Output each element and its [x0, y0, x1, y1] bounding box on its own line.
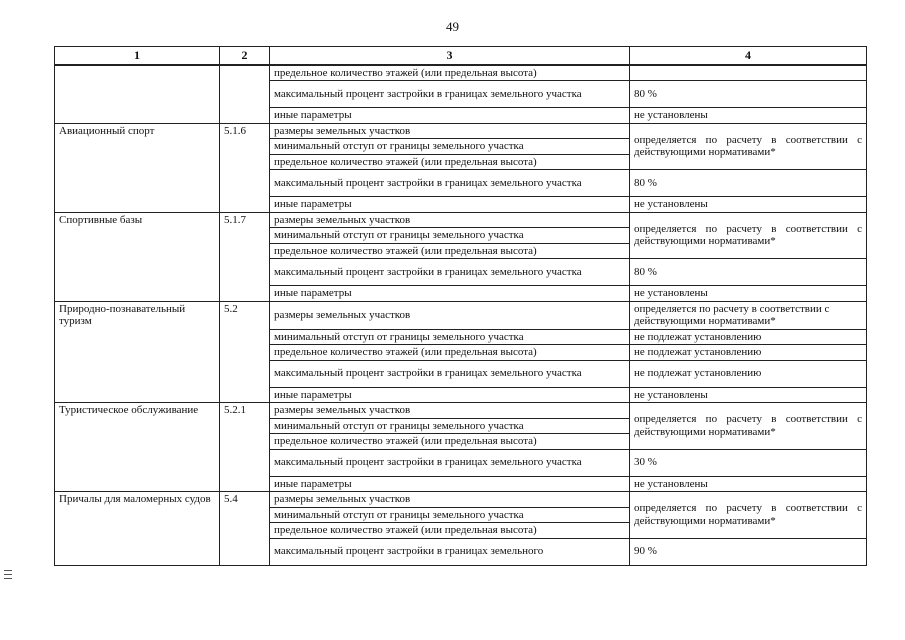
land-use-code: 5.2	[220, 301, 270, 403]
parameter-label: минимальный отступ от границы земельного участка	[270, 228, 630, 244]
parameter-label: предельное количество этажей (или предельная высота)	[270, 434, 630, 450]
parameter-label: максимальный процент застройки в границах земельного участка	[270, 81, 630, 108]
column-header-4: 4	[630, 47, 867, 65]
table-header	[55, 47, 867, 65]
parameter-label: минимальный отступ от границы земельного участка	[270, 329, 630, 345]
parameter-label: предельное количество этажей (или предельная высота)	[270, 65, 630, 81]
parameter-value	[630, 65, 867, 81]
table-body	[55, 65, 867, 566]
parameter-label: максимальный процент застройки в границах земельного участка	[270, 449, 630, 476]
table-row	[55, 492, 867, 508]
parameter-label: предельное количество этажей (или предельная высота)	[270, 345, 630, 361]
margin-marks	[4, 570, 12, 582]
parameter-value: 80 %	[630, 170, 867, 197]
table-row	[55, 212, 867, 228]
parameter-value: 80 %	[630, 81, 867, 108]
land-use-code: 5.2.1	[220, 403, 270, 492]
parameter-value: не подлежат установлению	[630, 360, 867, 387]
parameter-label: иные параметры	[270, 387, 630, 403]
column-header-2: 2	[220, 47, 270, 65]
parameter-label: размеры земельных участков	[270, 212, 630, 228]
parameter-label: иные параметры	[270, 197, 630, 213]
parameter-value: 90 %	[630, 538, 867, 565]
parameter-label: размеры земельных участков	[270, 301, 630, 329]
parameter-value: 80 %	[630, 259, 867, 286]
land-use-name: Туристическое обслуживание	[55, 403, 220, 492]
column-header-1: 1	[55, 47, 220, 65]
parameter-value: определяется по расчету в соответствии с действующими нормативами*	[630, 212, 867, 259]
column-header-3: 3	[270, 47, 630, 65]
land-use-code	[220, 65, 270, 124]
parameter-label: размеры земельных участков	[270, 492, 630, 508]
parameter-label: предельное количество этажей (или предельная высота)	[270, 523, 630, 539]
table-row	[55, 123, 867, 139]
parameter-label: максимальный процент застройки в границах земельного участка	[270, 170, 630, 197]
land-use-name	[55, 65, 220, 124]
parameter-label: предельное количество этажей (или предельная высота)	[270, 243, 630, 259]
land-use-code: 5.4	[220, 492, 270, 566]
parameter-value: определяется по расчету в соответствии с действующими нормативами*	[630, 492, 867, 539]
parameter-label: предельное количество этажей (или предельная высота)	[270, 154, 630, 170]
parameter-label: иные параметры	[270, 108, 630, 124]
table-row	[55, 403, 867, 419]
parameter-label: максимальный процент застройки в границах земельного участка	[270, 360, 630, 387]
parameter-label: максимальный процент застройки в границах земельного	[270, 538, 630, 565]
parameter-label: размеры земельных участков	[270, 123, 630, 139]
parameter-label: иные параметры	[270, 286, 630, 302]
table-row	[55, 65, 867, 81]
header-row	[55, 47, 867, 65]
parameter-value: не установлены	[630, 197, 867, 213]
parameter-label: иные параметры	[270, 476, 630, 492]
parameter-label: минимальный отступ от границы земельного участка	[270, 507, 630, 523]
parameter-value: определяется по расчету в соответствии с действующими нормативами*	[630, 403, 867, 450]
parameter-label: минимальный отступ от границы земельного участка	[270, 139, 630, 155]
parameter-value: не подлежат установлению	[630, 329, 867, 345]
parameter-label: минимальный отступ от границы земельного участка	[270, 418, 630, 434]
parameter-value: не установлены	[630, 387, 867, 403]
land-use-name: Авиационный спорт	[55, 123, 220, 212]
margin-mark	[4, 578, 12, 579]
parameter-value: не установлены	[630, 108, 867, 124]
land-use-code: 5.1.7	[220, 212, 270, 301]
land-use-name: Причалы для маломерных судов	[55, 492, 220, 566]
parameter-value: определяется по расчету в соответствии с действующими нормативами*	[630, 123, 867, 170]
parameter-value: определяется по расчету в соответствии с действующими нормативами*	[630, 301, 867, 329]
table-row	[55, 301, 867, 329]
margin-mark	[4, 570, 12, 571]
margin-mark	[4, 574, 12, 575]
parameter-value: не установлены	[630, 476, 867, 492]
land-use-code: 5.1.6	[220, 123, 270, 212]
parameter-value: не установлены	[630, 286, 867, 302]
land-use-name: Спортивные базы	[55, 212, 220, 301]
land-use-parameters-table	[54, 46, 867, 566]
parameter-value: не подлежат установлению	[630, 345, 867, 361]
land-use-name: Природно-познавательный туризм	[55, 301, 220, 403]
page-number: 49	[446, 19, 459, 34]
parameter-value: 30 %	[630, 449, 867, 476]
parameter-label: размеры земельных участков	[270, 403, 630, 419]
parameter-label: максимальный процент застройки в границах земельного участка	[270, 259, 630, 286]
